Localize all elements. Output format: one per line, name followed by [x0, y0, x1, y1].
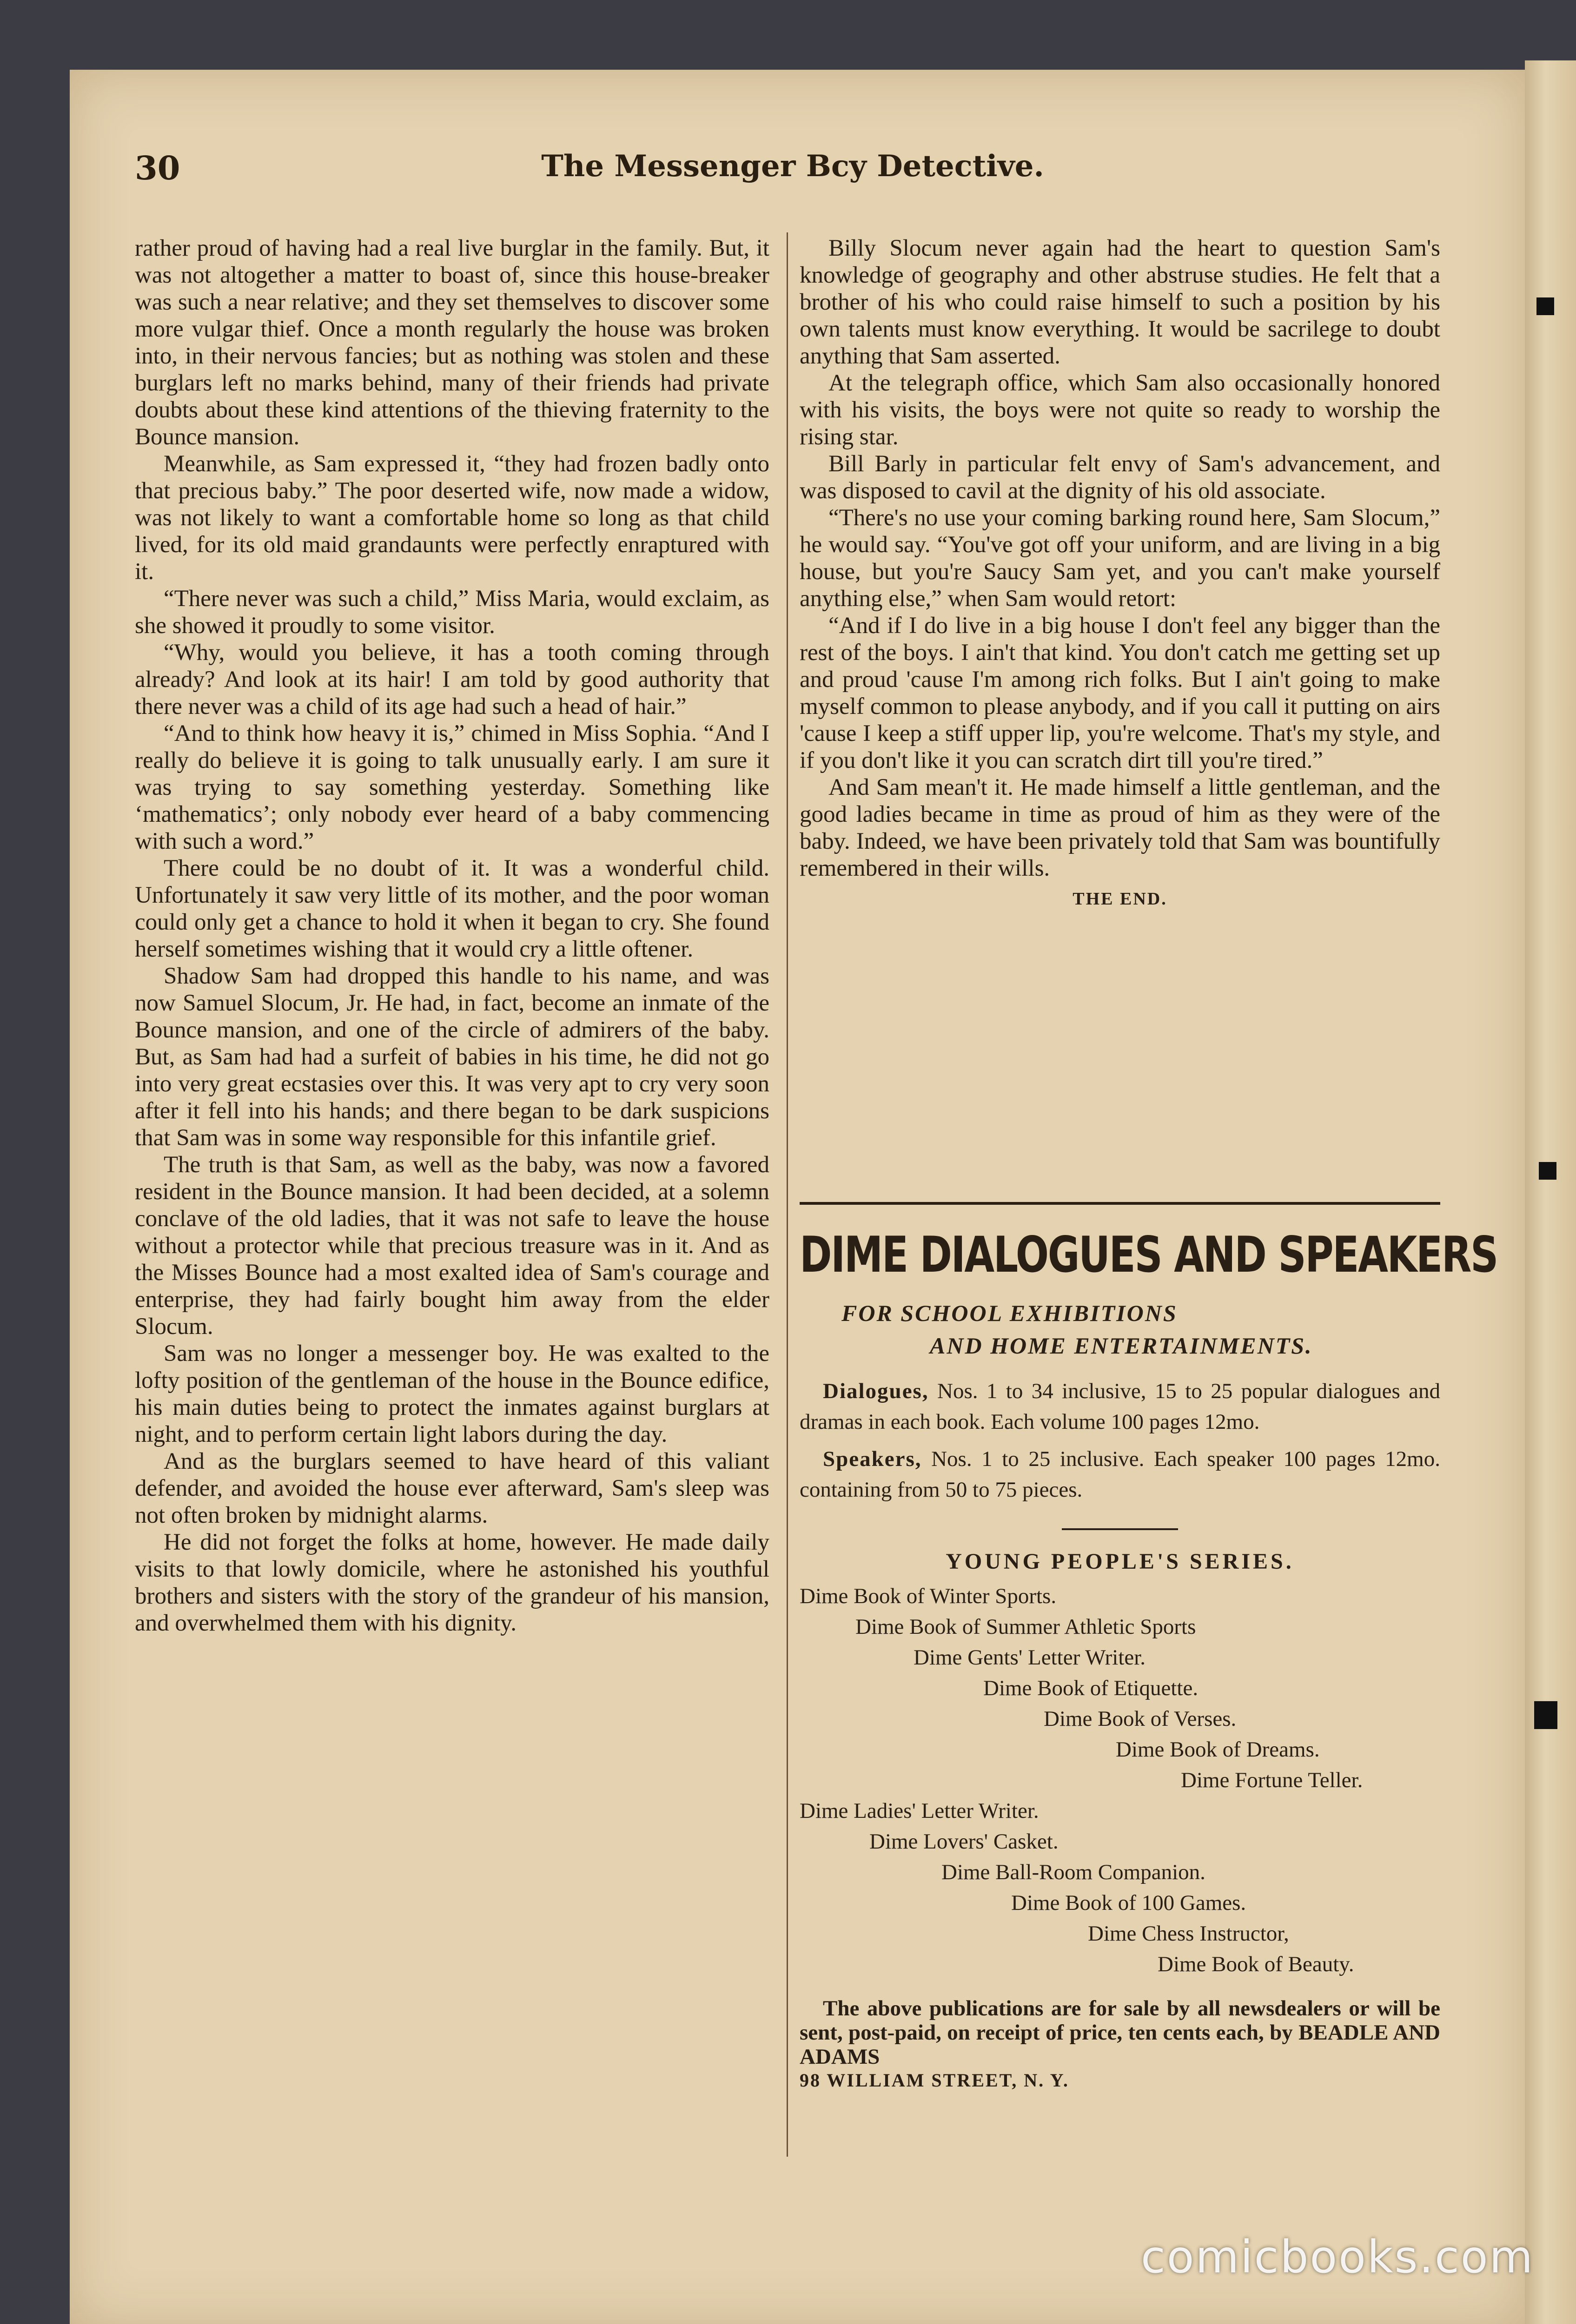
book-title: Dime Ball-Room Companion.: [941, 1860, 1205, 1884]
paragraph: Sam was no longer a messenger boy. He was exalted to the lofty position of the gentleman of the house in the Bounce edifice, his main duties being to protect the inmates against burglars at night, and to perform certain light labors during the day.: [135, 1340, 769, 1447]
book-title: Dime Book of Summer Athletic Sports: [855, 1615, 1196, 1639]
dialogues-description: [800, 1376, 1440, 1437]
paragraph: The truth is that Sam, as well as the baby, was now a favored resident in the Bounce mansion. It had been decided, at a solemn conclave of the old ladies, that it was not safe to leave the house without a protector while that precious treasure was in it. And as the Misses Bounce had a most exalted idea of Sam's courage and enterprise, they had fairly bought him away from the elder Slocum.: [135, 1152, 769, 1340]
paragraph: Meanwhile, as Sam expressed it, “they had frozen badly onto that precious baby.” The poor deserted wife, now made a widow, was not likely to want a comfortable home so long as that child lived, for its old maid grandaunts were perfectly enraptured with it.: [135, 451, 769, 585]
book-title: Dime Chess Instructor,: [1088, 1921, 1289, 1946]
binding-mark: [1534, 1701, 1557, 1729]
paragraph: “And if I do live in a big house I don't feel any bigger than the rest of the boys. I ain't that kind. You don't catch me getting set up and proud 'cause I'm among rich folks. But I ain't going to make myself common to please anybody, and if you call it putting on airs 'cause I keep a stiff upper lip, you're welcome. That's my style, and if you don't like it you can scratch dirt till you're tired.”: [800, 613, 1440, 773]
column-divider: [787, 232, 788, 2157]
book-title: Dime Book of Dreams.: [1116, 1737, 1320, 1762]
series-divider: [1062, 1528, 1178, 1530]
book-title: Dime Lovers' Casket.: [869, 1829, 1059, 1854]
speakers-description: [800, 1444, 1440, 1505]
publisher-address: 98 WILLIAM STREET, N. Y.: [800, 2070, 1069, 2091]
book-title: Dime Gents' Letter Writer.: [914, 1645, 1146, 1670]
advert-footer: The above publications are for sale by all newsdealers or will be sent, post-paid, on receipt of price, ten cents each, by BEADLE AND ADAMS: [800, 1996, 1440, 2069]
paragraph: “And to think how heavy it is,” chimed in Miss Sophia. “And I really do believe it is going to talk unusually early. I am sure it was trying to say something yesterday. Something like ‘mathematics’; only nobody ever heard of a baby commencing with such a word.”: [135, 720, 769, 854]
the-end-label: THE END.: [1073, 889, 1167, 909]
book-title: Dime Ladies' Letter Writer.: [800, 1799, 1039, 1823]
adjacent-page-edge: [1525, 60, 1576, 2324]
dialogues-text: Nos. 1 to 34 inclusive, 15 to 25 popular dialogues and dramas in each book. Each volume 100 pages 12mo.: [800, 1379, 1440, 1434]
binding-mark: [1539, 1162, 1556, 1180]
page-number: 30: [135, 149, 180, 187]
paragraph: There could be no doubt of it. It was a wonderful child. Unfortunately it saw very little of its mother, and the poor woman could only get a chance to hold it when it began to cry. She found herself sometimes wishing that it would cry a little oftener.: [135, 855, 769, 962]
watermark: comicbooks.com: [1140, 2231, 1534, 2283]
paragraph: And Sam mean't it. He made himself a little gentleman, and the good ladies became in time as proud of him as they were of the baby. Indeed, we have been privately told that Sam was bountifully remembered in their wills.: [800, 774, 1440, 881]
paragraph: rather proud of having had a real live burglar in the family. But, it was not altogether a matter to boast of, since this house-breaker was such a near relative; and they set themselves to discover some more vulgar thief. Once a month regularly the house was broken into, in their nervous fancies; but as nothing was stolen and these burglars left no marks behind, many of their friends had private doubts about these kind attentions of the thieving fraternity to the Bounce mansion.: [135, 235, 769, 450]
paragraph: At the telegraph office, which Sam also occasionally honored with his visits, the boys were not quite so ready to worship the rising star.: [800, 370, 1440, 450]
binding-mark: [1536, 297, 1554, 315]
paragraph: “There never was such a child,” Miss Maria, would exclaim, as she showed it proudly to some visitor.: [135, 586, 769, 639]
book-title: Dime Book of Beauty.: [1158, 1952, 1354, 1976]
page-header: [135, 149, 1450, 200]
book-title: Dime Book of 100 Games.: [1011, 1891, 1246, 1915]
paragraph: He did not forget the folks at home, however. He made daily visits to that lowly domicile, where he astonished his youthful brothers and sisters with the story of the grandeur of his mansion, and overwhelmed them with his dignity.: [135, 1529, 769, 1636]
advert-subtitle: FOR SCHOOL EXHIBITIONS: [841, 1300, 1178, 1326]
speakers-label: Speakers,: [823, 1447, 922, 1471]
book-title: Dime Book of Winter Sports.: [800, 1584, 1057, 1608]
dialogues-label: Dialogues,: [823, 1379, 929, 1403]
paragraph: Shadow Sam had dropped this handle to his name, and was now Samuel Slocum, Jr. He had, in fact, become an inmate of the Bounce mansion, and one of the circle of admirers of the baby. But, as Sam had had a surfeit of babies in his time, he did not go into very great ecstasies over this. It was very apt to cry very soon after it fell into his hands; and there began to be dark suspicions that Sam was in some way responsible for this infantile grief.: [135, 963, 769, 1151]
advert-divider: [800, 1202, 1440, 1205]
series-title: YOUNG PEOPLE'S SERIES.: [946, 1549, 1294, 1574]
paragraph: Billy Slocum never again had the heart to question Sam's knowledge of geography and other abstruse studies. He felt that a brother of his who could raise himself to such a position by his own talents must know everything. It would be sacrilege to doubt anything that Sam asserted.: [800, 235, 1440, 369]
right-column: [800, 235, 1440, 912]
running-title: The Messenger Bcy Detective.: [541, 149, 1044, 184]
advert-subtitle: AND HOME ENTERTAINMENTS.: [930, 1333, 1313, 1359]
paragraph: “Why, would you believe, it has a tooth coming through already? And look at its hair! I am told by good authority that there never was a child of its age had such a head of hair.”: [135, 640, 769, 720]
book-title: Dime Fortune Teller.: [1181, 1768, 1363, 1792]
speakers-text: Nos. 1 to 25 inclusive. Each speaker 100 pages 12mo. containing from 50 to 75 pieces.: [800, 1447, 1440, 1502]
left-column: [135, 235, 769, 1637]
paragraph: Bill Barly in particular felt envy of Sam's advancement, and was disposed to cavil at the dignity of his old associate.: [800, 451, 1440, 504]
book-title: Dime Book of Verses.: [1044, 1707, 1237, 1731]
paragraph: And as the burglars seemed to have heard of this valiant defender, and avoided the house ever afterward, Sam's sleep was not often broken by midnight alarms.: [135, 1448, 769, 1528]
advert-title: DIME DIALOGUES AND SPEAKERS: [800, 1226, 1497, 1283]
advertisement: [800, 1226, 1497, 2092]
book-title: Dime Book of Etiquette.: [983, 1676, 1199, 1700]
paragraph: “There's no use your coming barking round here, Sam Slocum,” he would say. “You've got off your uniform, and are living in a big house, but you're Saucy Sam yet, and you can't make yourself anything else,” when Sam would retort:: [800, 505, 1440, 612]
